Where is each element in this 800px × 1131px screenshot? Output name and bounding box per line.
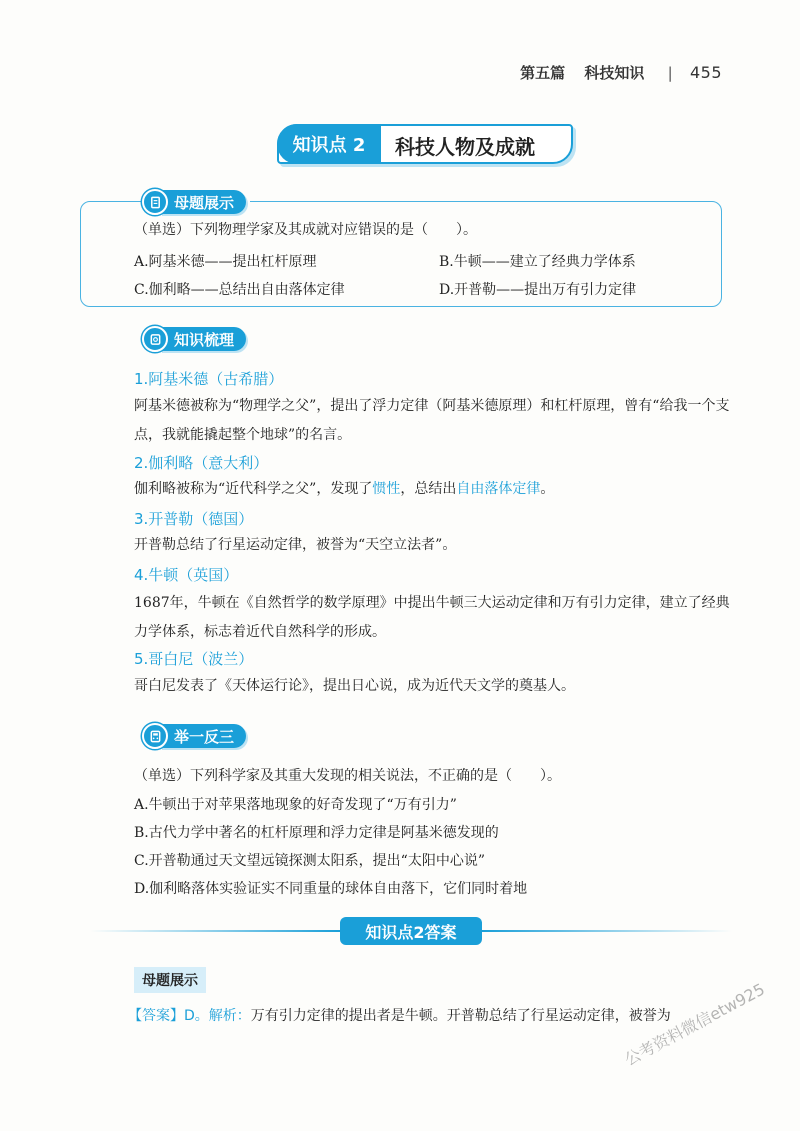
knowledge-heading-1: 1.阿基米德（古希腊） bbox=[134, 370, 284, 388]
question1-option-d: D.开普勒——提出万有引力定律 bbox=[439, 282, 637, 298]
question2-option-a: A.牛顿出于对苹果落地现象的好奇发现了“万有引力” bbox=[134, 797, 457, 813]
review-tag-label: 知识梳理 bbox=[160, 327, 246, 351]
book-icon bbox=[142, 326, 168, 352]
knowledge-text-4: 1687年，牛顿在《自然哲学的数学原理》中提出牛顿三大运动定律和万有引力定律，建立了经典力学体系，标志着近代自然科学的形成。 bbox=[134, 595, 730, 640]
part-title: 第五篇 bbox=[520, 64, 566, 82]
knowledge-heading-5: 5.哥白尼（波兰） bbox=[134, 650, 254, 668]
highlight-free-fall: 自由落体定律 bbox=[456, 481, 541, 497]
question1-option-a: A.阿基米德——提出杠杆原理 bbox=[134, 254, 317, 270]
knowledge-point-banner bbox=[277, 124, 573, 164]
answer-divider-left bbox=[90, 930, 340, 932]
knowledge-heading-2: 2.伽利略（意大利） bbox=[134, 454, 269, 472]
document-icon bbox=[142, 189, 168, 215]
page-number: 455 bbox=[689, 63, 722, 82]
knowledge-heading-4: 4.牛顿（英国） bbox=[134, 566, 239, 584]
question1-stem: （单选）下列物理学家及其成就对应错误的是（ ）。 bbox=[134, 222, 477, 238]
question1-option-c: C.伽利略——总结出自由落体定律 bbox=[134, 282, 345, 298]
mother-tag-label: 母题展示 bbox=[160, 190, 246, 214]
answer-divider-right bbox=[482, 930, 732, 932]
banner-tag: 知识点 2 bbox=[277, 124, 381, 164]
header-separator: | bbox=[667, 64, 673, 82]
knowledge-text-1: 阿基米德被称为“物理学之父”，提出了浮力定律（阿基米德原理）和杠杆原理，曾有“给我一个支点，我就能撬起整个地球”的名言。 bbox=[134, 398, 730, 443]
practice-tag bbox=[142, 722, 246, 750]
section-title: 科技知识 bbox=[584, 64, 645, 82]
mother-tag bbox=[142, 188, 250, 216]
knowledge-text-5: 哥白尼发表了《天体运行论》，提出日心说，成为近代天文学的奠基人。 bbox=[134, 678, 575, 694]
knowledge-text-2a: 伽利略被称为“近代科学之父”，发现了 bbox=[134, 481, 373, 497]
question2-option-c: C.开普勒通过天文望远镜探测太阳系，提出“太阳中心说” bbox=[134, 853, 485, 869]
answer-text bbox=[128, 1005, 671, 1025]
answer-mother-tag: 母题展示 bbox=[134, 967, 206, 993]
knowledge-text-3: 开普勒总结了行星运动定律，被誉为“天空立法者”。 bbox=[134, 537, 457, 553]
practice-tag-label: 举一反三 bbox=[160, 724, 246, 748]
question2-stem: （单选）下列科学家及其重大发现的相关说法，不正确的是（ ）。 bbox=[134, 768, 561, 784]
answer-explanation: 万有引力定律的提出者是牛顿。开普勒总结了行星运动定律，被誉为 bbox=[250, 1008, 671, 1024]
review-tag bbox=[142, 325, 246, 353]
question2-option-b: B.古代力学中著名的杠杆原理和浮力定律是阿基米德发现的 bbox=[134, 825, 499, 841]
watermark: 公考资料微信etw925 bbox=[621, 979, 768, 1070]
calculator-icon bbox=[142, 723, 168, 749]
knowledge-text-2c: 。 bbox=[540, 481, 555, 497]
answer-key: 【答案】D。解析： bbox=[128, 1008, 251, 1024]
question2-option-d: D.伽利略落体实验证实不同重量的球体自由落下，它们同时着地 bbox=[134, 881, 528, 897]
page-header bbox=[520, 62, 722, 83]
question1-option-b: B.牛顿——建立了经典力学体系 bbox=[439, 254, 636, 270]
knowledge-heading-3: 3.开普勒（德国） bbox=[134, 510, 254, 528]
answer-banner: 知识点2答案 bbox=[340, 917, 482, 945]
knowledge-text-2 bbox=[134, 475, 734, 504]
knowledge-text-2b: ，总结出 bbox=[400, 481, 457, 497]
banner-title: 科技人物及成就 bbox=[395, 135, 535, 159]
highlight-inertia: 惯性 bbox=[372, 481, 401, 497]
